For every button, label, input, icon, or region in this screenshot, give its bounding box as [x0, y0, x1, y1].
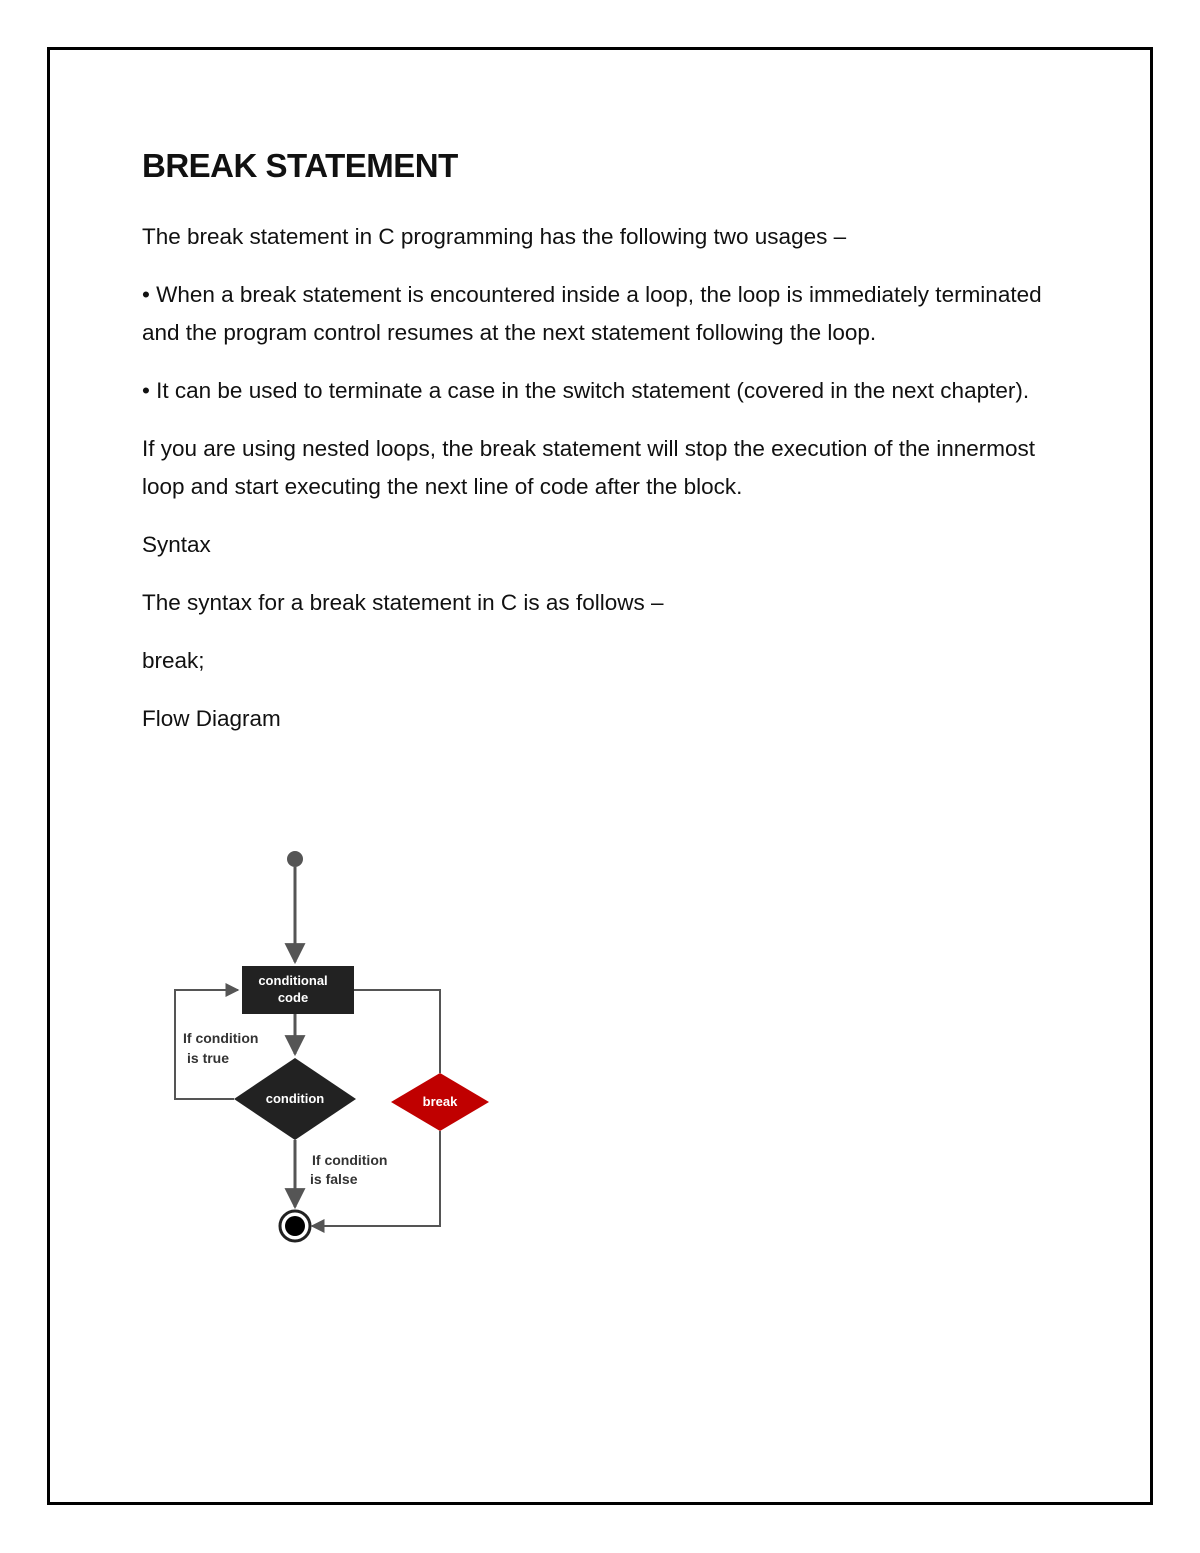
intro-paragraph: The break statement in C programming has the following two usages –	[142, 224, 847, 249]
conditional-code-label-line2: code	[277, 990, 309, 1005]
bullet-loop-termination: • When a break statement is encountered inside a loop, the loop is immediately terminated and the program control resumes at the next statement following the loop.	[142, 282, 1042, 345]
true-label-line1: If condition	[183, 1030, 259, 1046]
false-label-line2: is false	[310, 1171, 358, 1187]
syntax-code: break;	[142, 648, 205, 673]
break-label: break	[422, 1094, 458, 1109]
syntax-heading: Syntax	[142, 532, 211, 557]
start-node	[287, 851, 303, 867]
line-code-to-break	[354, 990, 440, 1073]
syntax-description: The syntax for a break statement in C is as follows –	[142, 590, 664, 615]
true-label-line2: is true	[187, 1050, 230, 1066]
end-node-core	[285, 1216, 305, 1236]
condition-label: condition	[265, 1091, 325, 1106]
nested-loops-paragraph: If you are using nested loops, the break statement will stop the execution of the innermost loop and start executing the next line of code after the block.	[142, 436, 1036, 499]
flow-diagram	[160, 840, 500, 1250]
false-label-line1: If condition	[312, 1152, 388, 1168]
document-body	[142, 140, 1062, 758]
page-title: BREAK STATEMENT	[142, 147, 458, 184]
flow-diagram-heading: Flow Diagram	[142, 706, 281, 731]
conditional-code-label-line1: conditional	[258, 973, 328, 988]
bullet-switch-case: • It can be used to terminate a case in the switch statement (covered in the next chapter).	[142, 378, 1030, 403]
